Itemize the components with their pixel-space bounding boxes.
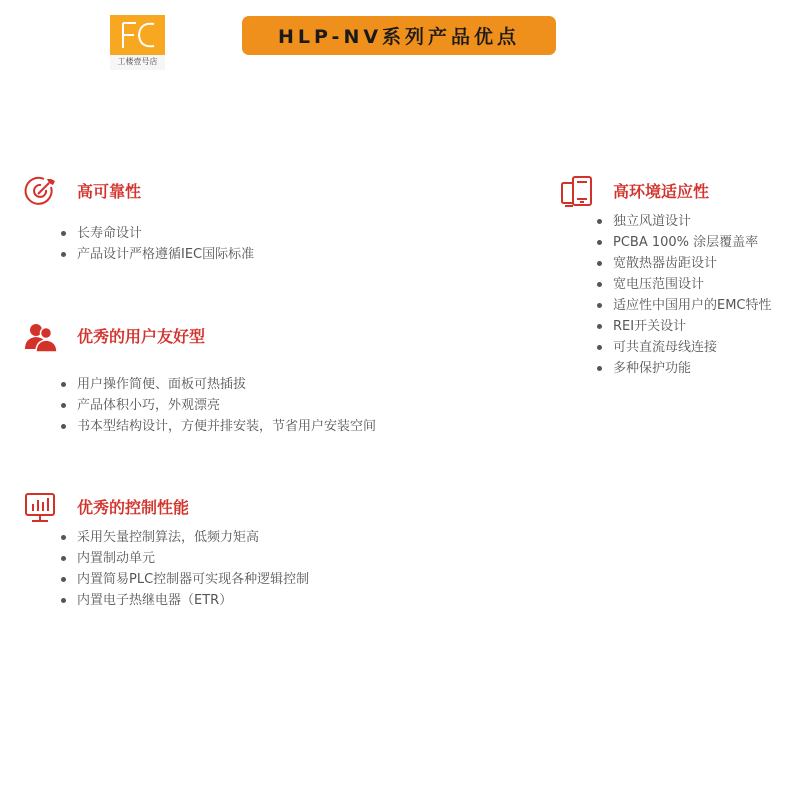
devices-icon [560, 175, 594, 209]
feature-list [61, 374, 376, 437]
target-icon [24, 175, 58, 209]
list-item: 宽电压范围设计 [597, 274, 772, 295]
list-item: 内置制动单元 [61, 548, 309, 569]
logo-mark [110, 15, 165, 55]
chart-monitor-icon [24, 491, 58, 525]
section-title: 优秀的用户友好型 [77, 327, 206, 346]
list-item: 多种保护功能 [597, 358, 772, 379]
list-item: 宽散热器齿距设计 [597, 253, 772, 274]
list-item: REI开关设计 [597, 316, 772, 337]
users-icon [24, 320, 58, 354]
section-title: 高可靠性 [77, 182, 142, 201]
list-item: 长寿命设计 [61, 223, 254, 244]
list-item: 用户操作简便、面板可热插拔 [61, 374, 376, 395]
list-item: 书本型结构设计，方便并排安装，节省用户安装空间 [61, 416, 376, 437]
page-title: HLP-NV系列产品优点 [242, 16, 556, 55]
list-item: 内置简易PLC控制器可实现各种逻辑控制 [61, 569, 309, 590]
section-title: 高环境适应性 [613, 182, 710, 201]
feature-list [597, 211, 772, 379]
logo-text: 工楼壹号店 [117, 57, 158, 66]
list-item: 产品设计严格遵循IEC国际标准 [61, 244, 254, 265]
logo-fc-icon [110, 15, 165, 55]
list-item: 适应性中国用户的EMC特性 [597, 295, 772, 316]
feature-list [61, 527, 309, 611]
list-item: 内置电子热继电器（ETR） [61, 590, 309, 611]
feature-list [61, 223, 254, 265]
list-item: 采用矢量控制算法，低频力矩高 [61, 527, 309, 548]
list-item: 可共直流母线连接 [597, 337, 772, 358]
store-logo [110, 15, 165, 70]
section-title: 优秀的控制性能 [77, 498, 190, 517]
list-item: 产品体积小巧，外观漂亮 [61, 395, 376, 416]
list-item: 独立风道设计 [597, 211, 772, 232]
list-item: PCBA 100% 涂层覆盖率 [597, 232, 772, 253]
